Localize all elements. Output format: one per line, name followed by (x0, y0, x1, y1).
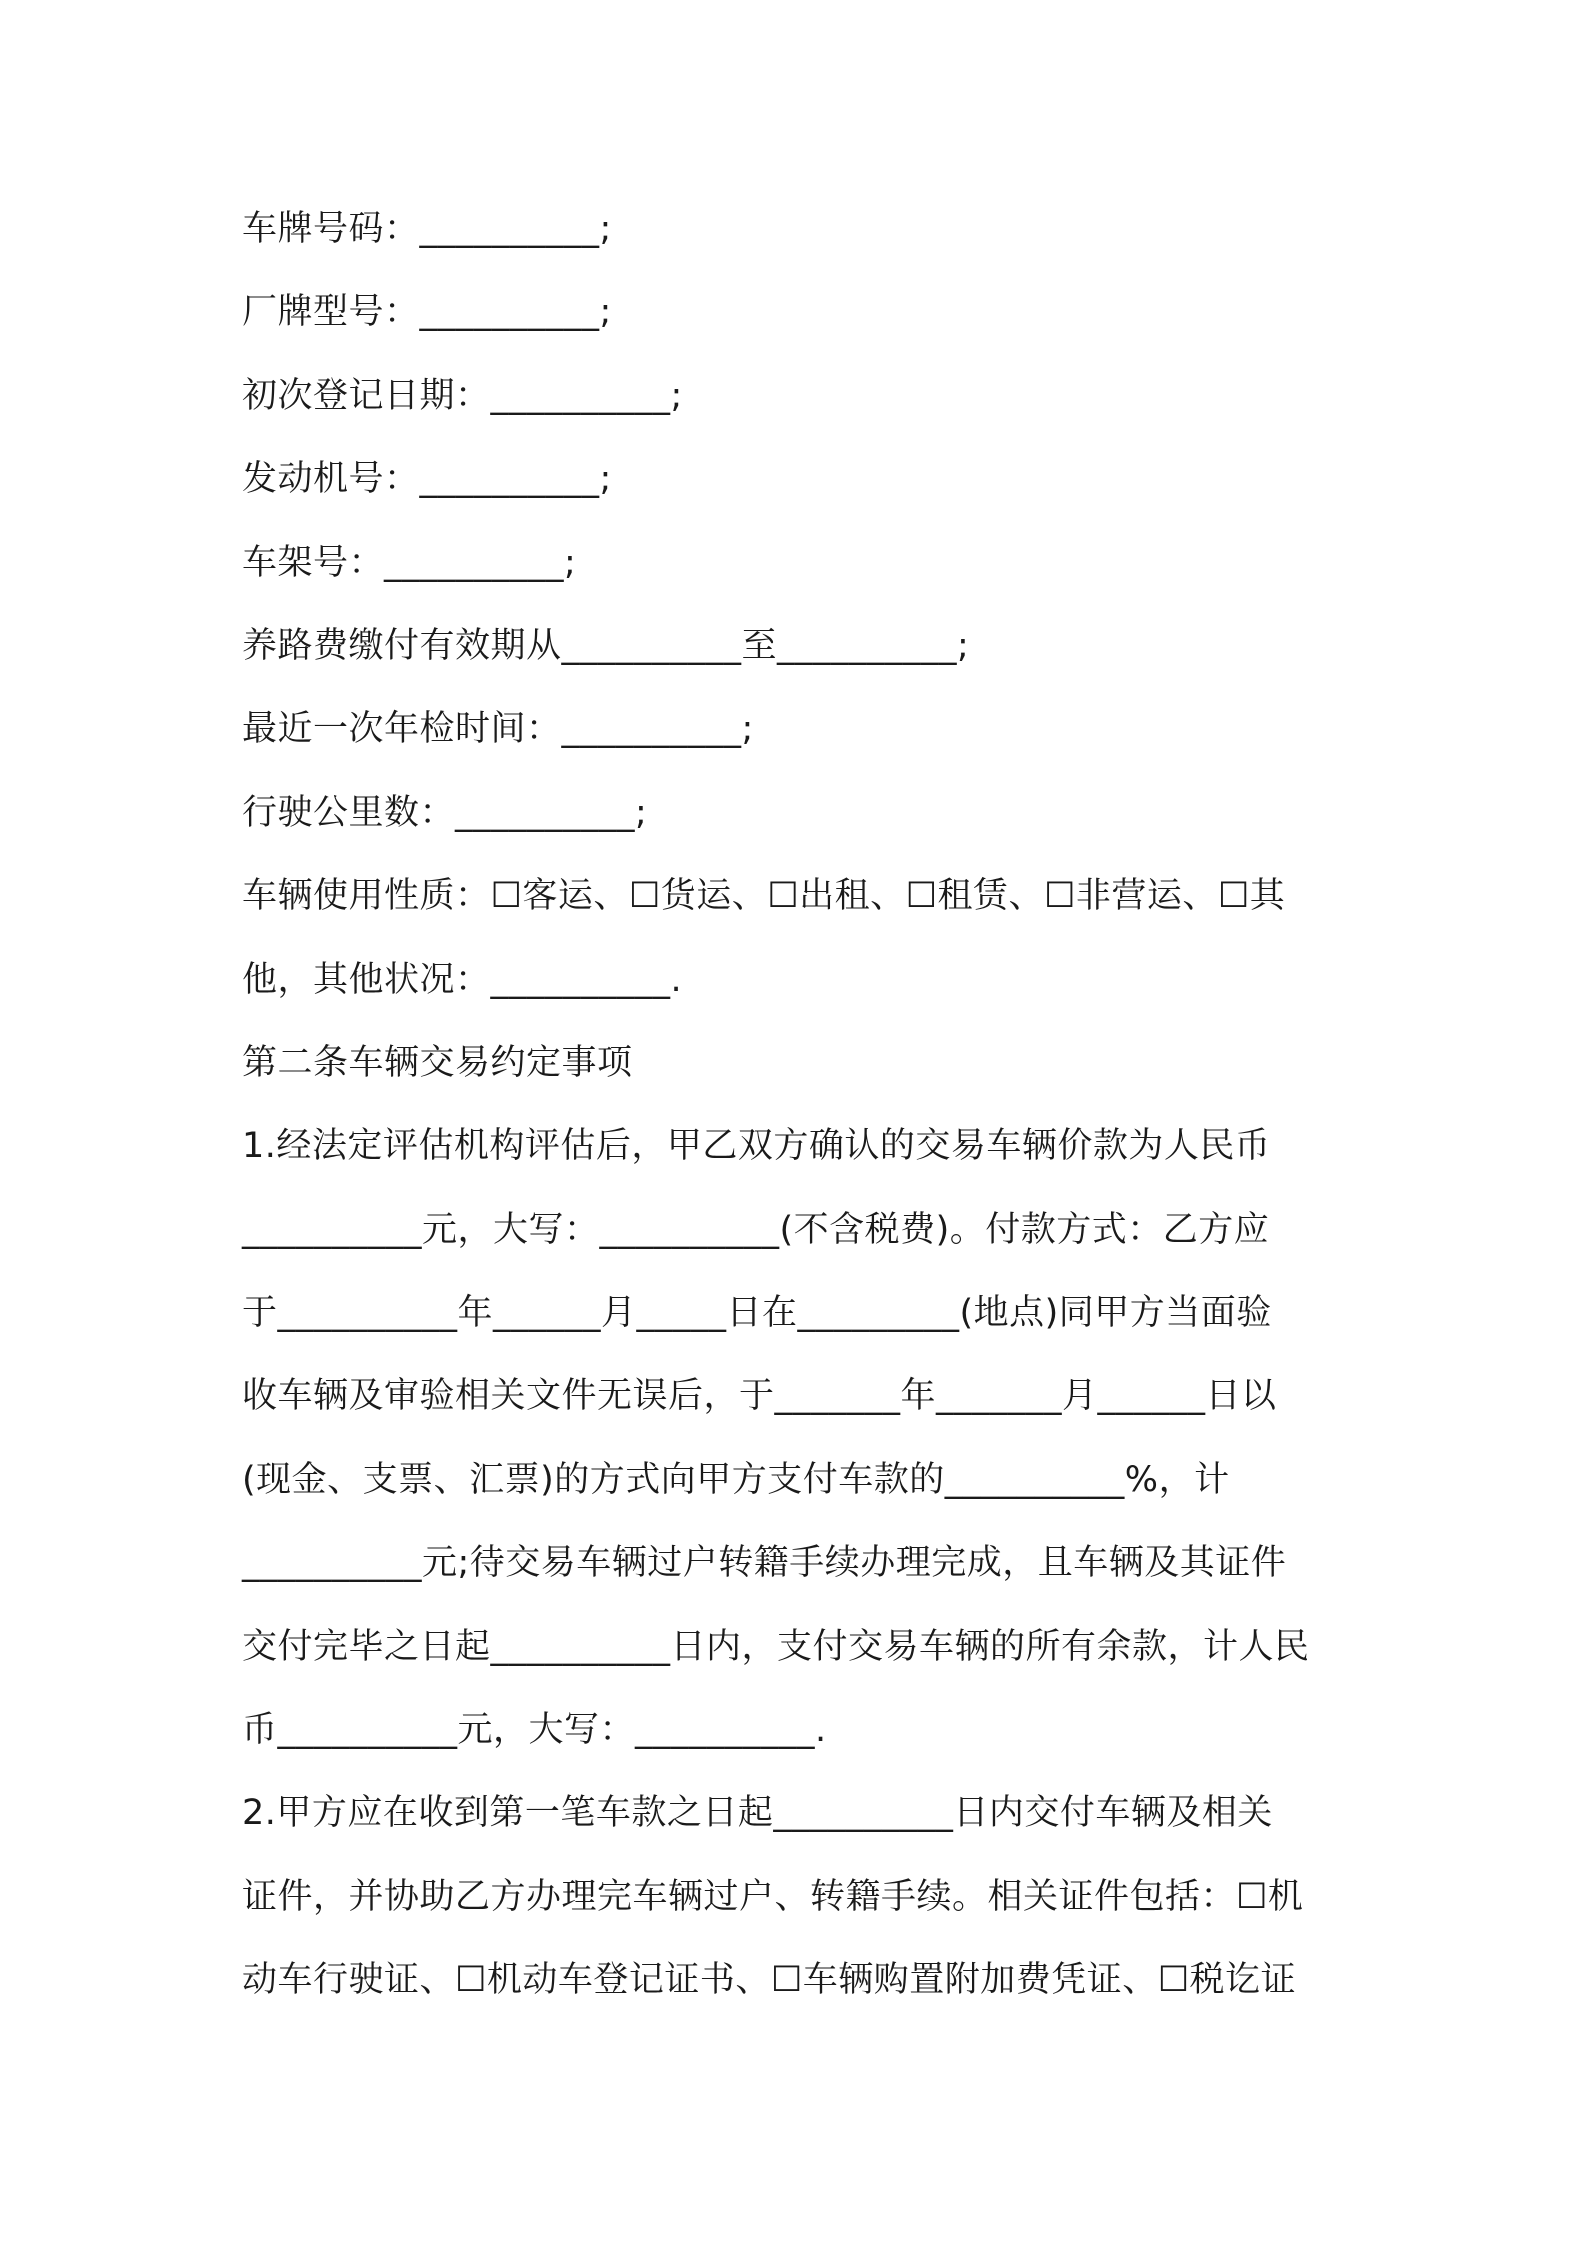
contract-text (242, 197, 1362, 2032)
text-line: 动车行驶证、☐机动车登记证书、☐车辆购置附加费凭证、☐税讫证 (242, 1960, 1297, 2001)
text-line: 1.经法定评估机构评估后，甲乙双方确认的交易车辆价款为人民币 (242, 1126, 1271, 1167)
text-line: 车牌号码：__________; (242, 209, 612, 249)
text-line: 于__________年______月_____日在_________(地点)同甲方当面验 (242, 1293, 1272, 1334)
text-line: 收车辆及审验相关文件无误后，于_______年_______月______日以 (242, 1376, 1277, 1417)
text-line: 他，其他状况：__________. (242, 959, 683, 1000)
text-line: 厂牌型号：__________; (242, 292, 612, 333)
text-line: __________元;待交易车辆过户转籍手续办理完成，且车辆及其证件 (242, 1543, 1287, 1584)
text-line: __________元，大写：__________(不含税费)。付款方式：乙方应 (242, 1209, 1270, 1250)
text-line: 最近一次年检时间：__________; (242, 709, 754, 750)
text-line: 初次登记日期：__________; (242, 375, 683, 416)
text-line: 交付完毕之日起__________日内，支付交易车辆的所有余款，计人民 (242, 1626, 1310, 1667)
text-line: 2.甲方应在收到第一笔车款之日起__________日内交付车辆及相关 (242, 1793, 1273, 1834)
text-line: (现金、支票、汇票)的方式向甲方支付车款的__________%，计 (242, 1459, 1230, 1500)
section-heading: 第二条车辆交易约定事项 (242, 1042, 633, 1083)
text-line: 车架号：__________; (242, 542, 577, 583)
text-line: 证件，并协助乙方办理完车辆过户、转籍手续。相关证件包括：☐机 (242, 1876, 1304, 1917)
text-line: 行驶公里数：__________; (242, 792, 648, 833)
text-line: 养路费缴付有效期从__________至__________; (242, 625, 970, 666)
text-line: 发动机号：__________; (242, 459, 612, 500)
text-line: 车辆使用性质：☐客运、☐货运、☐出租、☐租赁、☐非营运、☐其 (242, 876, 1286, 917)
text-line: 币__________元，大写：__________. (242, 1710, 827, 1751)
